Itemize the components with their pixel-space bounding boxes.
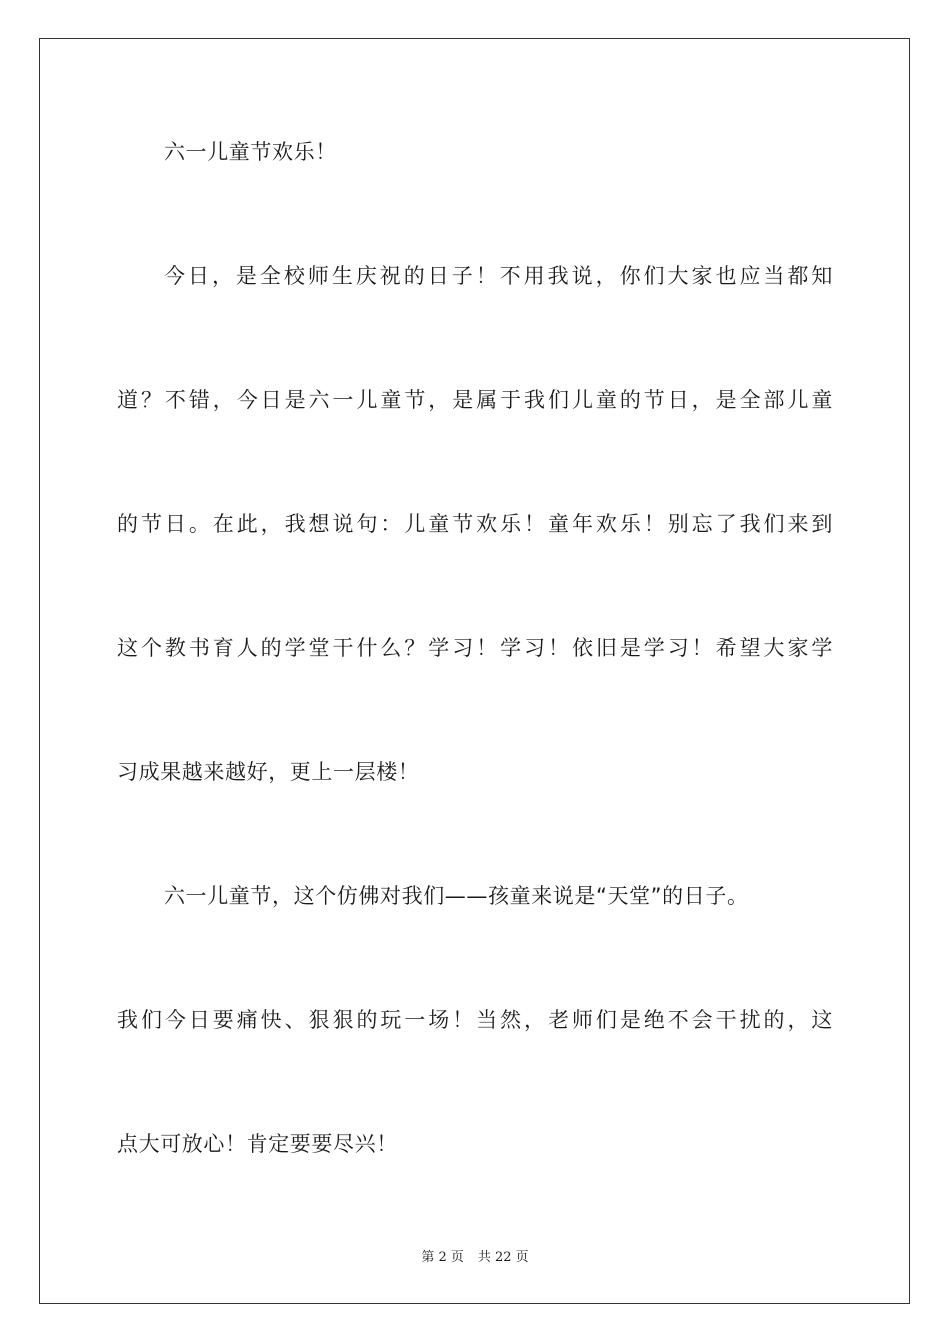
- paragraph-2-line-1: 今日，是全校师生庆祝的日子！不用我说，你们大家也应当都知: [164, 264, 833, 288]
- paragraph-2-line-4: 这个教书育人的学堂干什么？学习！学习！依旧是学习！希望大家学: [117, 636, 833, 660]
- paragraph-1-line-1: 六一儿童节欢乐！: [164, 140, 337, 164]
- paragraph-3-line-2: 我们今日要痛快、狠狠的玩一场！当然，老师们是绝不会干扰的，这: [117, 1008, 833, 1032]
- paragraph-2-line-2: 道？不错，今日是六一儿童节，是属于我们儿童的节日，是全部儿童: [117, 388, 833, 412]
- paragraph-2-line-5: 习成果越来越好，更上一层楼！: [117, 760, 420, 784]
- page-footer: [0, 1249, 950, 1267]
- total-pages: 共 22 页: [477, 1250, 529, 1265]
- page-frame: [39, 38, 910, 1304]
- page-number: 第 2 页: [421, 1250, 464, 1265]
- paragraph-3-line-1: 六一儿童节，这个仿佛对我们——孩童来说是“天堂”的日子。: [164, 884, 749, 908]
- paragraph-3-line-3: 点大可放心！肯定要要尽兴！: [117, 1132, 398, 1156]
- paragraph-2-line-3: 的节日。在此，我想说句：儿童节欢乐！童年欢乐！别忘了我们来到: [117, 512, 833, 536]
